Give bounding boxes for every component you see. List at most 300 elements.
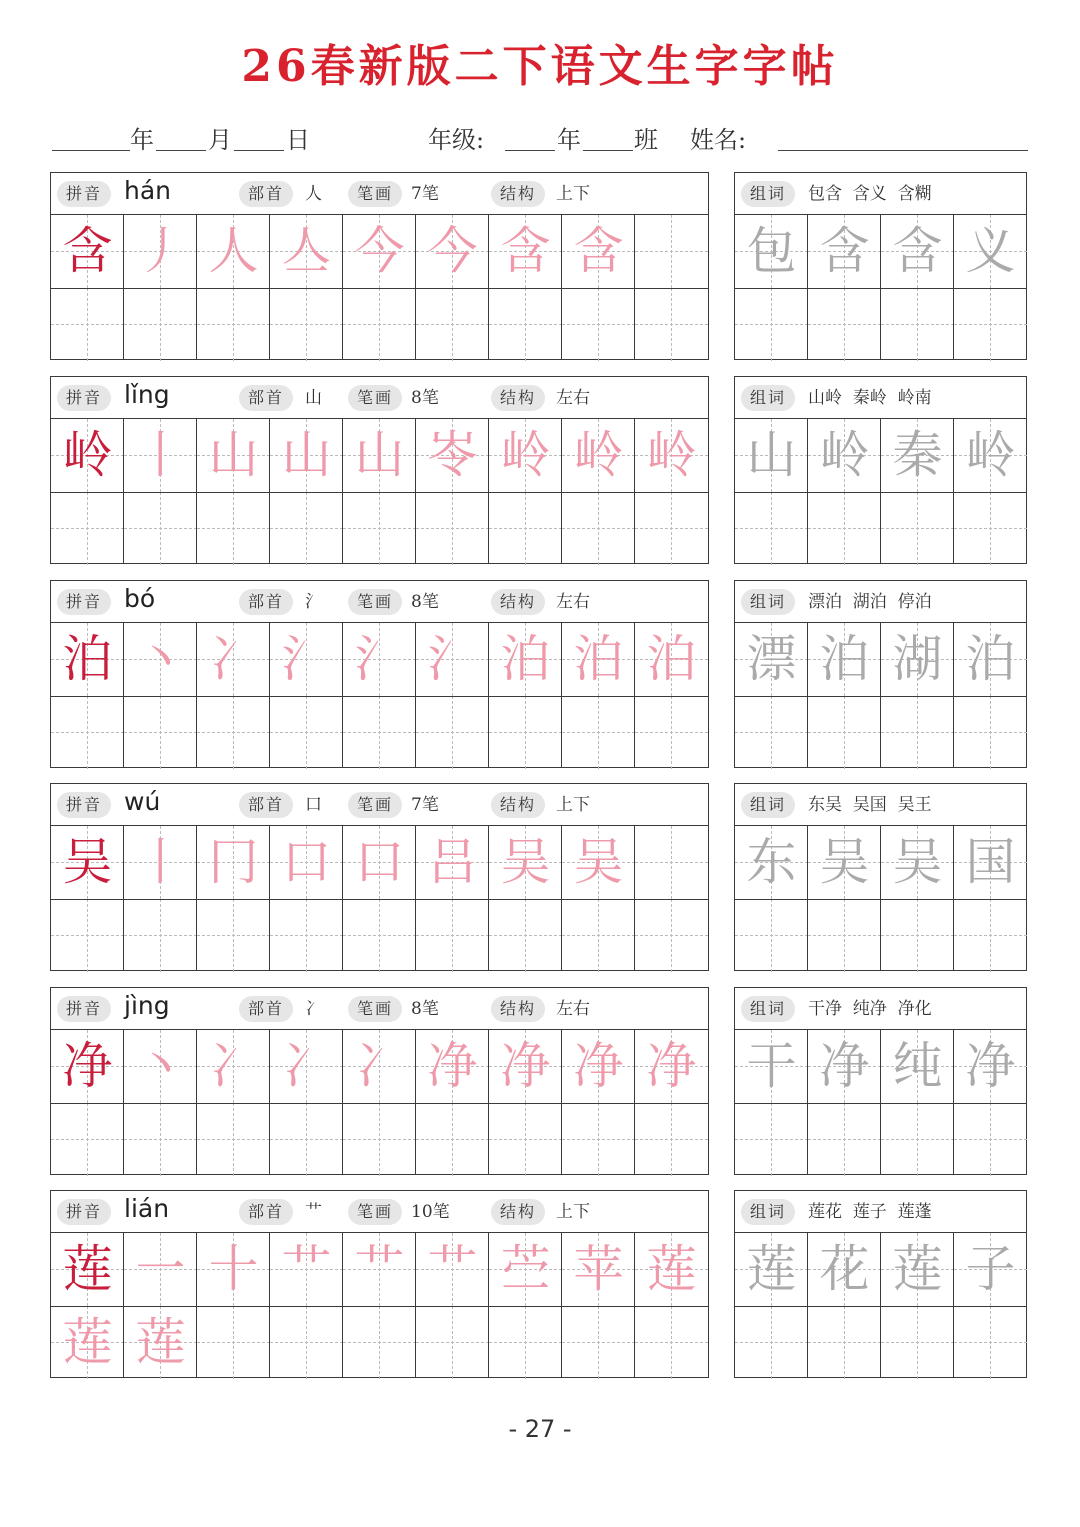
strokes-value: 8笔 [411, 388, 439, 408]
stroke-step-character: 丶 [135, 1037, 186, 1095]
grid-cell[interactable] [489, 1103, 562, 1176]
strokes-tag: 笔画 [348, 181, 402, 207]
cell-guide-horizontal [197, 732, 270, 733]
cell-guide-horizontal [635, 862, 708, 863]
grid-cell[interactable] [197, 826, 270, 899]
grid-cell[interactable] [881, 1306, 954, 1379]
writing-grid [51, 419, 708, 563]
grid-cell[interactable] [735, 623, 808, 696]
grid-cell[interactable] [489, 899, 562, 972]
grid-cell[interactable] [197, 623, 270, 696]
grid-cell[interactable] [562, 1233, 635, 1306]
grid-cell[interactable] [954, 899, 1027, 972]
grid-divider [269, 826, 270, 970]
grid-divider [488, 1233, 489, 1377]
stroke-practice-box [50, 1190, 709, 1378]
grid-cell[interactable] [735, 1030, 808, 1103]
grid-cell[interactable] [735, 1103, 808, 1176]
cell-guide-horizontal [954, 324, 1027, 325]
stroke-step-character: 丶 [135, 630, 186, 688]
grid-cell[interactable] [635, 826, 708, 899]
word-character: 莲 [892, 1240, 943, 1298]
grid-cell[interactable] [489, 215, 562, 288]
grid-cell[interactable] [954, 623, 1027, 696]
grid-cell[interactable] [881, 623, 954, 696]
stroke-practice-box [50, 376, 709, 564]
cell-guide-horizontal [416, 1139, 489, 1140]
grid-cell[interactable] [808, 1103, 881, 1176]
grid-cell[interactable] [270, 1233, 343, 1306]
grid-divider [342, 215, 343, 359]
grid-cell[interactable] [735, 419, 808, 492]
grid-divider [342, 1030, 343, 1174]
pinyin-tag: 拼音 [57, 792, 111, 818]
grid-cell[interactable] [881, 696, 954, 769]
grid-cell[interactable] [562, 696, 635, 769]
grid-cell[interactable] [954, 215, 1027, 288]
structure-value: 左右 [556, 999, 590, 1019]
grid-divider [342, 1233, 343, 1377]
stroke-step-character: 氵 [281, 630, 332, 688]
grid-cell[interactable] [635, 696, 708, 769]
grid-cell[interactable] [343, 899, 416, 972]
grid-divider [953, 826, 954, 970]
cell-guide-horizontal [808, 935, 881, 936]
word-practice-box [734, 172, 1027, 360]
model-character: 岭 [62, 426, 113, 484]
cell-guide-horizontal [489, 935, 562, 936]
grid-divider [269, 1233, 270, 1377]
character-header [51, 377, 708, 419]
grid-cell[interactable] [343, 419, 416, 492]
word-character: 吴 [892, 833, 943, 891]
grid-cell[interactable] [808, 623, 881, 696]
grid-divider [634, 419, 635, 563]
word-character: 湖 [892, 630, 943, 688]
grid-cell[interactable] [51, 492, 124, 565]
character-section [0, 376, 1080, 566]
grid-cell[interactable] [881, 215, 954, 288]
grid-cell[interactable] [51, 1030, 124, 1103]
stroke-step-character: 吴 [500, 833, 551, 891]
grid-cell[interactable] [51, 1233, 124, 1306]
year-blank[interactable] [52, 150, 130, 151]
character-section [0, 783, 1080, 973]
grid-cell[interactable] [489, 1306, 562, 1379]
info-row [0, 120, 1080, 160]
grid-cell[interactable] [416, 492, 489, 565]
grid-divider [634, 623, 635, 767]
grid-cell[interactable] [343, 623, 416, 696]
grid-cell[interactable] [124, 419, 197, 492]
grid-divider [269, 215, 270, 359]
grid-divider [880, 623, 881, 767]
grid-cell[interactable] [954, 1233, 1027, 1306]
grid-cell[interactable] [270, 696, 343, 769]
cell-guide-horizontal [124, 732, 197, 733]
stroke-step-character: 苹 [573, 1240, 624, 1298]
word-character: 纯 [892, 1037, 943, 1095]
character-header [51, 173, 708, 215]
grid-divider [342, 826, 343, 970]
word-character: 包 [746, 222, 797, 280]
grid-cell[interactable] [197, 1103, 270, 1176]
grid-cell[interactable] [124, 899, 197, 972]
grid-cell[interactable] [562, 826, 635, 899]
grid-cell[interactable] [954, 826, 1027, 899]
grid-cell[interactable] [416, 288, 489, 361]
grid-cell[interactable] [735, 288, 808, 361]
grid-cell[interactable] [954, 1306, 1027, 1379]
grid-cell[interactable] [735, 492, 808, 565]
grid-divider [953, 1233, 954, 1377]
word-character: 花 [819, 1240, 870, 1298]
grid-cell[interactable] [343, 696, 416, 769]
radical-tag: 部首 [239, 1199, 293, 1225]
cell-guide-horizontal [635, 251, 708, 252]
grid-cell[interactable] [51, 215, 124, 288]
cell-guide-horizontal [635, 732, 708, 733]
grid-cell[interactable] [954, 1030, 1027, 1103]
grid-cell[interactable] [808, 1030, 881, 1103]
grid-cell[interactable] [562, 288, 635, 361]
grid-cell[interactable] [635, 623, 708, 696]
cell-guide-horizontal [562, 528, 635, 529]
words-value: 包含 含义 含糊 [808, 184, 932, 204]
strokes-value: 7笔 [411, 795, 439, 815]
grid-cell[interactable] [124, 623, 197, 696]
radical-value: 氵 [305, 592, 322, 612]
grid-cell[interactable] [881, 826, 954, 899]
grid-cell[interactable] [51, 696, 124, 769]
stroke-step-character: 口 [354, 833, 405, 891]
grid-divider [880, 1030, 881, 1174]
grid-cell[interactable] [808, 1233, 881, 1306]
grid-cell[interactable] [343, 288, 416, 361]
radical-value: 冫 [305, 999, 322, 1019]
stroke-step-character: 艹 [427, 1240, 478, 1298]
grid-cell[interactable] [416, 899, 489, 972]
cell-guide-horizontal [881, 528, 954, 529]
grid-divider [488, 623, 489, 767]
grid-cell[interactable] [635, 1233, 708, 1306]
grid-cell[interactable] [489, 623, 562, 696]
grid-row-divider [735, 1306, 1026, 1307]
word-character: 岭 [819, 426, 870, 484]
grid-cell[interactable] [197, 696, 270, 769]
cell-guide-horizontal [489, 732, 562, 733]
grid-cell[interactable] [416, 696, 489, 769]
stroke-step-character: 冫 [354, 1037, 405, 1095]
grid-cell[interactable] [954, 696, 1027, 769]
grid-cell[interactable] [808, 419, 881, 492]
stroke-step-character: 山 [354, 426, 405, 484]
grid-row-divider [735, 899, 1026, 900]
grid-cell[interactable] [51, 623, 124, 696]
cell-guide-horizontal [735, 935, 808, 936]
grid-cell[interactable] [808, 1306, 881, 1379]
grid-cell[interactable] [270, 419, 343, 492]
grid-cell[interactable] [124, 288, 197, 361]
grid-row-divider [735, 288, 1026, 289]
grid-divider [196, 1233, 197, 1377]
cell-guide-horizontal [416, 324, 489, 325]
cell-guide-horizontal [197, 1342, 270, 1343]
grid-cell[interactable] [343, 1233, 416, 1306]
grid-cell[interactable] [635, 1030, 708, 1103]
stroke-step-character: 岭 [646, 426, 697, 484]
grid-divider [561, 1030, 562, 1174]
grid-cell[interactable] [954, 419, 1027, 492]
grid-cell[interactable] [270, 1103, 343, 1176]
grid-cell[interactable] [808, 899, 881, 972]
grid-cell[interactable] [562, 623, 635, 696]
model-character: 泊 [62, 630, 113, 688]
cell-guide-horizontal [562, 324, 635, 325]
grid-cell[interactable] [416, 1030, 489, 1103]
character-section [0, 580, 1080, 770]
class-blank[interactable] [583, 150, 633, 151]
grid-cell[interactable] [808, 215, 881, 288]
grid-cell[interactable] [881, 492, 954, 565]
grid-divider [953, 623, 954, 767]
grid-row-divider [51, 1306, 708, 1307]
grid-divider [415, 1233, 416, 1377]
grid-divider [123, 1030, 124, 1174]
grid-cell[interactable] [881, 1233, 954, 1306]
grade-year-label: 年 [557, 126, 581, 154]
cell-guide-horizontal [270, 935, 343, 936]
grid-divider [880, 419, 881, 563]
character-header [51, 988, 708, 1030]
structure-tag: 结构 [491, 792, 545, 818]
grid-cell[interactable] [124, 215, 197, 288]
word-character: 东 [746, 833, 797, 891]
grid-cell[interactable] [489, 288, 562, 361]
grid-cell[interactable] [416, 419, 489, 492]
grid-cell[interactable] [808, 696, 881, 769]
grid-cell[interactable] [197, 899, 270, 972]
cell-guide-horizontal [416, 1342, 489, 1343]
grid-cell[interactable] [270, 826, 343, 899]
grid-cell[interactable] [343, 492, 416, 565]
grid-cell[interactable] [416, 623, 489, 696]
grid-cell[interactable] [954, 1103, 1027, 1176]
grid-cell[interactable] [954, 288, 1027, 361]
grid-cell[interactable] [881, 419, 954, 492]
structure-tag: 结构 [491, 1199, 545, 1225]
stroke-step-character: 莲 [135, 1313, 186, 1371]
grid-row-divider [51, 696, 708, 697]
stroke-step-character: 含 [573, 222, 624, 280]
grid-cell[interactable] [343, 1030, 416, 1103]
grid-divider [807, 1030, 808, 1174]
grid-divider [953, 419, 954, 563]
page-number: - 27 - [508, 1415, 572, 1443]
word-practice-box [734, 987, 1027, 1175]
grid-cell[interactable] [489, 696, 562, 769]
grid-cell[interactable] [489, 826, 562, 899]
grid-cell[interactable] [270, 492, 343, 565]
grid-cell[interactable] [735, 1233, 808, 1306]
grid-cell[interactable] [197, 1030, 270, 1103]
grid-cell[interactable] [197, 1306, 270, 1379]
cell-guide-horizontal [489, 528, 562, 529]
grid-cell[interactable] [735, 1306, 808, 1379]
grid-divider [634, 215, 635, 359]
cell-guide-horizontal [124, 935, 197, 936]
grade-label: 年级: [428, 126, 485, 154]
cell-guide-horizontal [954, 732, 1027, 733]
grid-cell[interactable] [808, 288, 881, 361]
grid-cell[interactable] [635, 492, 708, 565]
grid-cell[interactable] [343, 215, 416, 288]
grid-cell[interactable] [562, 899, 635, 972]
grid-divider [123, 826, 124, 970]
grid-cell[interactable] [270, 1030, 343, 1103]
grid-cell[interactable] [808, 492, 881, 565]
grid-cell[interactable] [954, 492, 1027, 565]
stroke-step-character: 口 [281, 833, 332, 891]
grid-cell[interactable] [51, 1103, 124, 1176]
grid-divider [196, 1030, 197, 1174]
grid-cell[interactable] [416, 1306, 489, 1379]
grid-cell[interactable] [270, 215, 343, 288]
grid-cell[interactable] [343, 1306, 416, 1379]
grid-divider [880, 826, 881, 970]
cell-guide-horizontal [735, 1342, 808, 1343]
strokes-value: 8笔 [411, 592, 439, 612]
grid-cell[interactable] [808, 826, 881, 899]
grid-cell[interactable] [416, 1233, 489, 1306]
cell-guide-horizontal [808, 1342, 881, 1343]
grid-cell[interactable] [562, 419, 635, 492]
grid-cell[interactable] [124, 492, 197, 565]
grid-cell[interactable] [197, 1233, 270, 1306]
grid-cell[interactable] [197, 492, 270, 565]
grid-cell[interactable] [51, 826, 124, 899]
grid-cell[interactable] [416, 826, 489, 899]
grid-divider [196, 826, 197, 970]
cell-guide-horizontal [270, 324, 343, 325]
grid-cell[interactable] [635, 1103, 708, 1176]
grid-cell[interactable] [124, 1233, 197, 1306]
grid-cell[interactable] [635, 215, 708, 288]
grid-cell[interactable] [343, 1103, 416, 1176]
word-practice-box [734, 580, 1027, 768]
grid-cell[interactable] [270, 288, 343, 361]
grid-cell[interactable] [197, 215, 270, 288]
cell-guide-horizontal [808, 324, 881, 325]
radical-tag: 部首 [239, 181, 293, 207]
cell-guide-horizontal [735, 528, 808, 529]
grid-divider [634, 1030, 635, 1174]
grid-cell[interactable] [735, 826, 808, 899]
structure-tag: 结构 [491, 589, 545, 615]
month-blank[interactable] [156, 150, 206, 151]
grid-cell[interactable] [562, 492, 635, 565]
strokes-value: 10笔 [411, 1202, 450, 1222]
grid-cell[interactable] [197, 288, 270, 361]
grid-cell[interactable] [881, 288, 954, 361]
grid-cell[interactable] [124, 1306, 197, 1379]
grid-cell[interactable] [635, 1306, 708, 1379]
grid-cell[interactable] [124, 696, 197, 769]
grid-cell[interactable] [562, 215, 635, 288]
grid-cell[interactable] [416, 1103, 489, 1176]
grid-cell[interactable] [270, 899, 343, 972]
grid-cell[interactable] [343, 826, 416, 899]
character-header [51, 784, 708, 826]
pinyin-tag: 拼音 [57, 1199, 111, 1225]
name-blank[interactable] [778, 150, 1028, 151]
grid-cell[interactable] [51, 899, 124, 972]
grid-cell[interactable] [51, 1306, 124, 1379]
grid-cell[interactable] [881, 899, 954, 972]
grid-cell[interactable] [124, 826, 197, 899]
grid-cell[interactable] [270, 623, 343, 696]
grid-cell[interactable] [635, 899, 708, 972]
grid-cell[interactable] [51, 419, 124, 492]
grid-cell[interactable] [635, 419, 708, 492]
radical-value: 口 [305, 795, 322, 815]
cell-guide-horizontal [270, 1139, 343, 1140]
day-blank[interactable] [234, 150, 284, 151]
cell-guide-horizontal [635, 935, 708, 936]
stroke-step-character: 莲 [646, 1240, 697, 1298]
grid-cell[interactable] [735, 215, 808, 288]
word-practice-box [734, 376, 1027, 564]
grid-row-divider [51, 1103, 708, 1104]
grid-cell[interactable] [124, 1103, 197, 1176]
grid-cell[interactable] [51, 288, 124, 361]
grid-cell[interactable] [489, 492, 562, 565]
stroke-step-character: 冫 [208, 1037, 259, 1095]
pinyin-value: lián [124, 1194, 170, 1223]
cell-guide-horizontal [562, 732, 635, 733]
grid-cell[interactable] [197, 419, 270, 492]
grade-blank[interactable] [505, 150, 555, 151]
cell-guide-horizontal [124, 1139, 197, 1140]
grid-cell[interactable] [881, 1103, 954, 1176]
grid-cell[interactable] [489, 1233, 562, 1306]
word-character: 干 [746, 1037, 797, 1095]
grid-divider [269, 1030, 270, 1174]
stroke-step-character: 亼 [281, 222, 332, 280]
cell-guide-horizontal [270, 732, 343, 733]
cell-guide-horizontal [735, 732, 808, 733]
grid-cell[interactable] [124, 1030, 197, 1103]
grid-cell[interactable] [562, 1306, 635, 1379]
grid-cell[interactable] [416, 215, 489, 288]
grid-divider [561, 419, 562, 563]
grid-cell[interactable] [735, 696, 808, 769]
grid-cell[interactable] [562, 1030, 635, 1103]
cell-guide-horizontal [197, 935, 270, 936]
radical-value: 艹 [305, 1202, 322, 1222]
pinyin-value: hán [124, 176, 172, 205]
grid-cell[interactable] [489, 419, 562, 492]
grid-cell[interactable] [735, 899, 808, 972]
page-title: 26春新版二下语文生字字帖 [241, 41, 839, 92]
grid-cell[interactable] [881, 1030, 954, 1103]
grid-cell[interactable] [562, 1103, 635, 1176]
grid-cell[interactable] [635, 288, 708, 361]
grid-cell[interactable] [270, 1306, 343, 1379]
stroke-step-character: 一 [135, 1240, 186, 1298]
grid-cell[interactable] [489, 1030, 562, 1103]
cell-guide-horizontal [124, 528, 197, 529]
